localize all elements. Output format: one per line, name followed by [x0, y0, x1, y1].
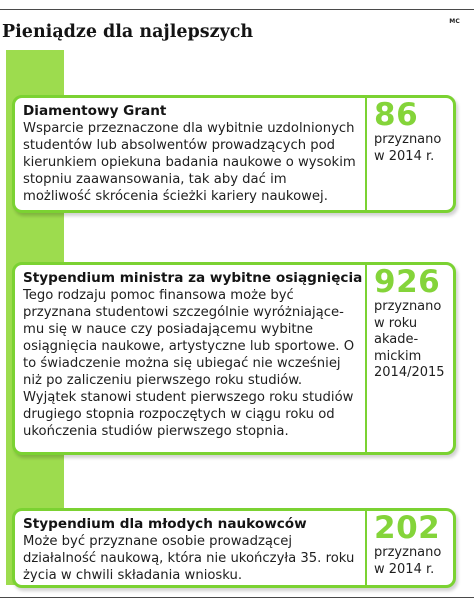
stat-caption: przyznano w 2014 r. — [374, 132, 442, 164]
card-text-panel — [15, 98, 367, 210]
card-title: Diamentowy Grant — [23, 103, 167, 119]
card-text-panel — [15, 511, 367, 585]
stat-number: 926 — [374, 264, 441, 300]
card-description: Może być przyznane osobie prowadzącej działalność naukową, która nie ukończyła 35. roku życia w chwili składania wniosku. — [23, 534, 355, 583]
stat-caption: przyznano w 2014 r. — [374, 545, 442, 577]
card-stat-panel — [367, 265, 453, 452]
card-description: Tego rodzaju pomoc finansowa może być przyznana studentowi szczególnie wyróżniające-mu się w nauce czy posiadającemu wybitne osiągnięcia naukowe, artystyczne lub sportowe. O to świadczenie można się ubiegać nie wcześniej niż po zaliczeniu pierwszego roku studiów. Wyjątek stanowi student pierwszego roku studiów drugiego stopnia rozpoczętych w ciągu roku od ukończenia studiów pierwszego stopnia. — [23, 288, 355, 439]
stat-number: 86 — [374, 97, 419, 133]
card-description: Wsparcie przeznaczone dla wybitnie uzdolnionych studentów lub absolwentów prowadzących pod kierunkiem opiekuna badania naukowe o wysokim stopniu zaawansowania, tak aby dać im możliwość skrócenia ścieżki kariery naukowej. — [23, 121, 356, 204]
bottom-divider — [0, 597, 474, 598]
info-card-minister-scholarship — [12, 262, 456, 455]
info-card-young-scientists — [12, 508, 456, 588]
stat-caption: przyznano w roku akade- mickim 2014/2015 — [374, 299, 445, 380]
stat-number: 202 — [374, 510, 441, 546]
info-card-diamond-grant — [12, 95, 456, 213]
card-stat-panel — [367, 98, 453, 210]
author-credit: MC — [449, 18, 460, 25]
card-stat-panel — [367, 511, 453, 585]
page-title: Pieniądze dla najlepszych — [2, 22, 254, 42]
card-title: Stypendium dla młodych naukowców — [23, 516, 307, 532]
card-text-panel — [15, 265, 367, 452]
top-divider — [0, 9, 474, 10]
card-title: Stypendium ministra za wybitne osiągnięcia — [23, 270, 363, 286]
